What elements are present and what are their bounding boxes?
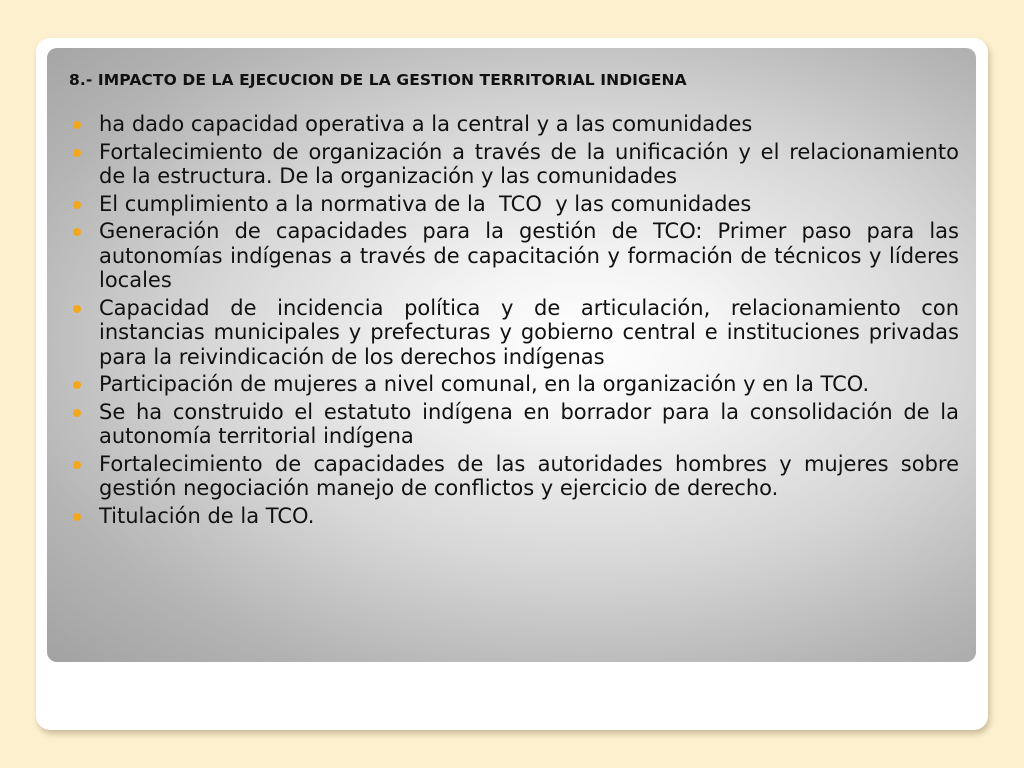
list-item xyxy=(73,400,959,449)
list-item xyxy=(73,112,959,137)
bullet-dot-icon xyxy=(73,461,81,469)
slide-content-panel xyxy=(47,48,976,662)
bullet-dot-icon xyxy=(73,149,81,157)
bullet-list xyxy=(73,112,959,531)
list-item xyxy=(73,192,959,217)
bullet-text: Capacidad de incidencia política y de articulación, relacionamiento con instancias municipales y prefecturas y gobierno central e instituciones privadas para la reivindicación de los derechos indígenas xyxy=(99,295,959,369)
list-item xyxy=(73,372,959,397)
bullet-text: Generación de capacidades para la gestión de TCO: Primer paso para las autonomías indígenas a través de capacitación y formación de técnicos y líderes locales xyxy=(99,219,959,292)
bullet-dot-icon xyxy=(73,228,81,236)
list-item xyxy=(73,452,959,501)
bullet-dot-icon xyxy=(73,201,81,209)
bullet-dot-icon xyxy=(73,305,81,313)
bullet-dot-icon xyxy=(73,121,81,129)
list-item xyxy=(73,219,959,293)
list-item xyxy=(73,140,959,189)
bullet-text: El cumplimiento a la normativa de la TCO y las comunidades xyxy=(99,191,752,216)
bullet-text: ha dado capacidad operativa a la central y a las comunidades xyxy=(99,112,753,136)
slide-title: 8.- IMPACTO DE LA EJECUCION DE LA GESTION TERRITORIAL INDIGENA xyxy=(69,71,687,89)
bullet-text: Titulación de la TCO. xyxy=(99,503,315,528)
bullet-dot-icon xyxy=(73,513,81,521)
bullet-text: Fortalecimiento de capacidades de las autoridades hombres y mujeres sobre gestión negociación manejo de conflictos y ejercicio de derecho. xyxy=(99,451,959,500)
list-item xyxy=(73,504,959,529)
bullet-dot-icon xyxy=(73,409,81,417)
list-item xyxy=(73,296,959,370)
bullet-text: Fortalecimiento de organización a través de la unificación y el relacionamiento de la estructura. De la organización y las comunidades xyxy=(99,139,959,188)
bullet-dot-icon xyxy=(73,381,81,389)
bullet-text: Participación de mujeres a nivel comunal, en la organización y en la TCO. xyxy=(99,372,870,396)
bullet-text: Se ha construido el estatuto indígena en borrador para la consolidación de la autonomía territorial indígena xyxy=(99,399,959,448)
